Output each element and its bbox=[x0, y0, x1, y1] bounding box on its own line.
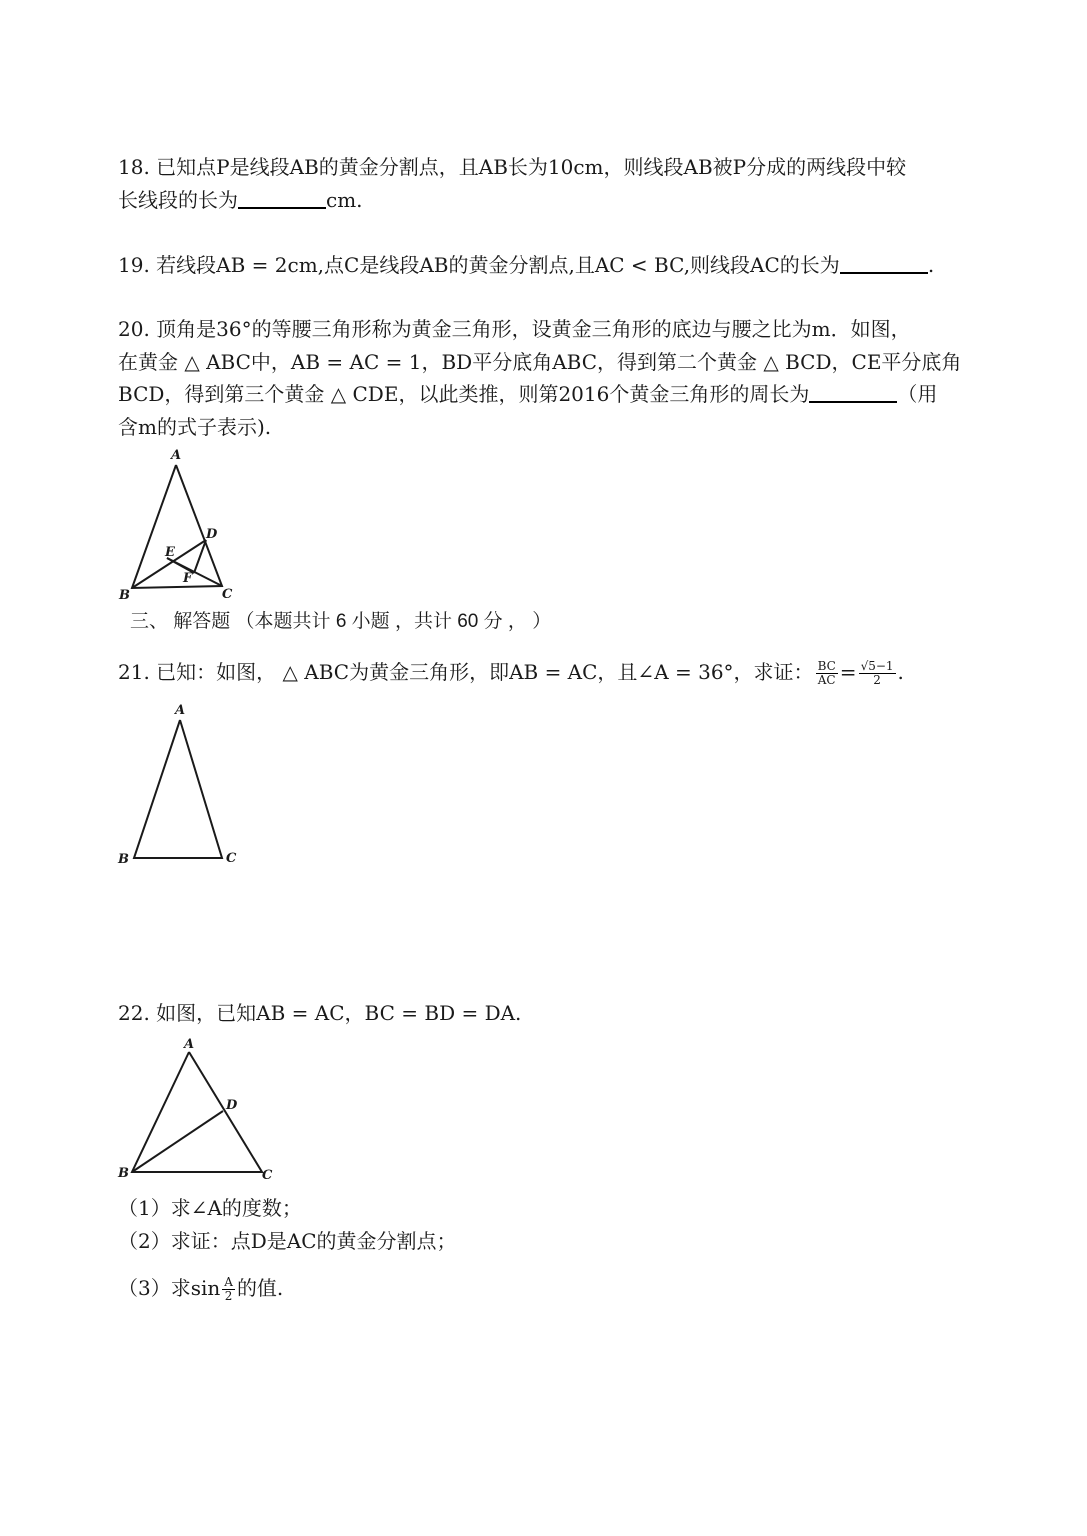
q22-intro: 22. 如图，已知AB = AC，BC = BD = DA. bbox=[118, 1001, 522, 1025]
q21-text: 21. 已知：如图， △ ABC为黄金三角形，即AB = AC，且∠A = 36°，求证： bbox=[118, 660, 814, 684]
q19-line bbox=[118, 249, 934, 281]
fraction-bc-ac: $\frac{BC}{AC}$ bbox=[817, 659, 836, 687]
q22-part2: （2）求证：点D是AC的黄金分割点； bbox=[118, 1229, 457, 1253]
label-d: D bbox=[226, 1098, 238, 1113]
label-e: E bbox=[165, 545, 175, 560]
figure-q21 bbox=[110, 700, 250, 870]
q21-equals: = bbox=[839, 660, 857, 684]
q22-part3-end: 的值. bbox=[236, 1276, 284, 1300]
q19-end: . bbox=[927, 253, 935, 277]
q18-line2 bbox=[118, 184, 363, 216]
label-b: B bbox=[118, 852, 129, 867]
label-c: C bbox=[222, 587, 233, 602]
section-header: 三、 解答题 （本题共计 6 小题 ，共计 60 分 ， ） bbox=[130, 611, 552, 632]
answer-blank bbox=[809, 379, 897, 403]
answer-blank bbox=[840, 250, 928, 274]
q19-text: 19. 若线段AB = 2cm,点C是线段AB的黄金分割点,且AC < BC,则线段AC的长为 bbox=[118, 253, 840, 277]
q18-unit: cm. bbox=[326, 188, 363, 212]
label-b: B bbox=[118, 1166, 129, 1181]
triangle-abc bbox=[134, 720, 222, 858]
label-a: A bbox=[184, 1037, 195, 1052]
fraction-a-over-2: $\frac{A}{2}$ bbox=[224, 1275, 233, 1303]
label-d: D bbox=[206, 527, 218, 542]
q18-line1: 18. 已知点P是线段AB的黄金分割点，且AB长为10cm，则线段AB被P分成的两线段中较 bbox=[118, 155, 907, 179]
q18-line2-text: 长线段的长为 bbox=[118, 188, 238, 212]
q20-line3-text: BCD，得到第三个黄金 △ CDE，以此类推，则第2016个黄金三角形的周长为 bbox=[118, 382, 810, 406]
label-a: A bbox=[171, 448, 182, 463]
q22-part1: （1）求∠A的度数； bbox=[118, 1196, 302, 1220]
label-c: C bbox=[262, 1168, 273, 1182]
fraction-golden: $\frac{√5-1}{2}$ bbox=[860, 659, 894, 687]
triangle-abc bbox=[132, 1052, 262, 1172]
q20-line4: 含m的式子表示). bbox=[118, 415, 272, 439]
label-f: F bbox=[183, 571, 193, 586]
label-c: C bbox=[226, 851, 237, 866]
q20-line3-end: （用 bbox=[897, 382, 938, 406]
q20-line2: 在黄金 △ ABC中，AB = AC = 1，BD平分底角ABC，得到第二个黄金 △ BCD，CE平分底角 bbox=[118, 350, 962, 374]
figure-q20 bbox=[110, 445, 250, 605]
q20-line1: 20. 顶角是36°的等腰三角形称为黄金三角形，设黄金三角形的底边与腰之比为m．如图， bbox=[118, 317, 911, 341]
figure-q22 bbox=[110, 1032, 280, 1182]
answer-blank bbox=[238, 185, 326, 209]
q22-part3 bbox=[118, 1272, 283, 1304]
q21-end: . bbox=[897, 660, 904, 684]
q21-line bbox=[118, 656, 904, 688]
label-b: B bbox=[119, 588, 130, 603]
q20-line3 bbox=[118, 378, 937, 410]
q22-part3-text: （3）求sin bbox=[118, 1276, 221, 1300]
label-a: A bbox=[175, 703, 186, 718]
